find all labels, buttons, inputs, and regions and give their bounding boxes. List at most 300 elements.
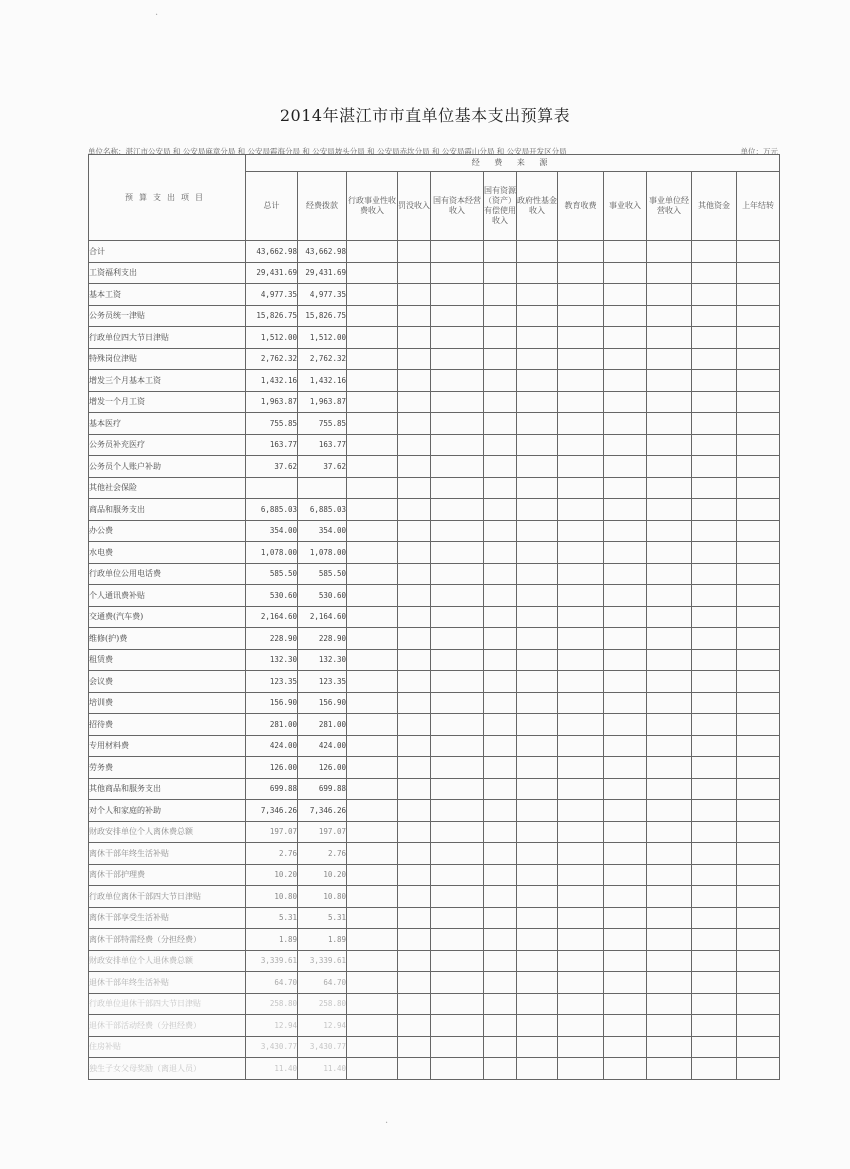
empty-cell bbox=[558, 628, 604, 650]
empty-cell bbox=[484, 241, 517, 263]
empty-cell bbox=[737, 284, 780, 306]
empty-cell bbox=[692, 1058, 737, 1080]
empty-cell bbox=[431, 907, 484, 929]
empty-cell bbox=[647, 800, 692, 822]
empty-cell bbox=[517, 649, 558, 671]
empty-cell bbox=[604, 542, 647, 564]
empty-cell bbox=[398, 671, 431, 693]
scan-speck: · bbox=[155, 10, 159, 21]
empty-cell bbox=[347, 434, 398, 456]
empty-cell bbox=[737, 950, 780, 972]
empty-cell bbox=[398, 606, 431, 628]
empty-cell bbox=[484, 714, 517, 736]
cell-appropriation: 43,662.98 bbox=[298, 241, 347, 263]
empty-cell bbox=[737, 305, 780, 327]
empty-cell bbox=[692, 800, 737, 822]
table-row bbox=[89, 284, 780, 306]
row-label: 离休干部享受生活补贴 bbox=[89, 907, 246, 929]
empty-cell bbox=[398, 305, 431, 327]
empty-cell bbox=[398, 907, 431, 929]
empty-cell bbox=[737, 800, 780, 822]
empty-cell bbox=[692, 499, 737, 521]
row-label: 增发三个月基本工资 bbox=[89, 370, 246, 392]
empty-cell bbox=[558, 499, 604, 521]
cell-total: 258.80 bbox=[246, 993, 298, 1015]
row-label: 行政单位公用电话费 bbox=[89, 563, 246, 585]
empty-cell bbox=[347, 1036, 398, 1058]
empty-cell bbox=[692, 993, 737, 1015]
row-label: 财政安排单位个人离休费总额 bbox=[89, 821, 246, 843]
source-header: 经 费 来 源 bbox=[246, 155, 780, 172]
empty-cell bbox=[692, 692, 737, 714]
row-label: 水电费 bbox=[89, 542, 246, 564]
table-row bbox=[89, 434, 780, 456]
empty-cell bbox=[647, 563, 692, 585]
empty-cell bbox=[398, 1015, 431, 1037]
empty-cell bbox=[558, 929, 604, 951]
table-row bbox=[89, 735, 780, 757]
empty-cell bbox=[647, 886, 692, 908]
empty-cell bbox=[692, 327, 737, 349]
table-row bbox=[89, 241, 780, 263]
empty-cell bbox=[604, 606, 647, 628]
empty-cell bbox=[647, 434, 692, 456]
empty-cell bbox=[347, 821, 398, 843]
cell-appropriation: 29,431.69 bbox=[298, 262, 347, 284]
table-row bbox=[89, 348, 780, 370]
page-title: 2014年湛江市市直单位基本支出预算表 bbox=[279, 106, 571, 125]
empty-cell bbox=[484, 972, 517, 994]
empty-cell bbox=[558, 907, 604, 929]
empty-cell bbox=[431, 993, 484, 1015]
empty-cell bbox=[431, 864, 484, 886]
row-label: 其他商品和服务支出 bbox=[89, 778, 246, 800]
empty-cell bbox=[431, 413, 484, 435]
empty-cell bbox=[484, 907, 517, 929]
empty-cell bbox=[517, 456, 558, 478]
cell-total: 2,762.32 bbox=[246, 348, 298, 370]
empty-cell bbox=[737, 348, 780, 370]
cell-appropriation: 354.00 bbox=[298, 520, 347, 542]
empty-cell bbox=[737, 413, 780, 435]
table-row bbox=[89, 391, 780, 413]
empty-cell bbox=[484, 305, 517, 327]
table-row bbox=[89, 563, 780, 585]
empty-cell bbox=[604, 757, 647, 779]
row-label: 商品和服务支出 bbox=[89, 499, 246, 521]
empty-cell bbox=[604, 907, 647, 929]
empty-cell bbox=[604, 821, 647, 843]
empty-cell bbox=[347, 907, 398, 929]
empty-cell bbox=[647, 843, 692, 865]
cell-total: 424.00 bbox=[246, 735, 298, 757]
empty-cell bbox=[604, 1015, 647, 1037]
empty-cell bbox=[398, 821, 431, 843]
empty-cell bbox=[558, 434, 604, 456]
cell-appropriation: 6,885.03 bbox=[298, 499, 347, 521]
cell-total: 530.60 bbox=[246, 585, 298, 607]
table-row bbox=[89, 262, 780, 284]
empty-cell bbox=[558, 477, 604, 499]
empty-cell bbox=[737, 1058, 780, 1080]
table-row bbox=[89, 950, 780, 972]
cell-total bbox=[246, 477, 298, 499]
empty-cell bbox=[647, 671, 692, 693]
col-header-business-operating: 事业单位经营收入 bbox=[647, 172, 692, 241]
empty-cell bbox=[431, 649, 484, 671]
empty-cell bbox=[398, 1058, 431, 1080]
empty-cell bbox=[347, 929, 398, 951]
empty-cell bbox=[431, 520, 484, 542]
empty-cell bbox=[692, 1015, 737, 1037]
empty-cell bbox=[398, 714, 431, 736]
empty-cell bbox=[347, 499, 398, 521]
col-header-state-capital: 国有资本经营收入 bbox=[431, 172, 484, 241]
col-header-total: 总计 bbox=[246, 172, 298, 241]
empty-cell bbox=[647, 370, 692, 392]
empty-cell bbox=[398, 843, 431, 865]
col-header-item: 预算支出项目 bbox=[89, 155, 246, 241]
cell-appropriation: 11.40 bbox=[298, 1058, 347, 1080]
cell-total: 126.00 bbox=[246, 757, 298, 779]
empty-cell bbox=[647, 714, 692, 736]
empty-cell bbox=[431, 692, 484, 714]
empty-cell bbox=[398, 348, 431, 370]
empty-cell bbox=[484, 778, 517, 800]
cell-total: 163.77 bbox=[246, 434, 298, 456]
empty-cell bbox=[484, 671, 517, 693]
cell-appropriation: 64.70 bbox=[298, 972, 347, 994]
empty-cell bbox=[517, 542, 558, 564]
empty-cell bbox=[398, 993, 431, 1015]
empty-cell bbox=[647, 950, 692, 972]
empty-cell bbox=[647, 348, 692, 370]
empty-cell bbox=[604, 993, 647, 1015]
cell-appropriation: 2,164.60 bbox=[298, 606, 347, 628]
empty-cell bbox=[431, 757, 484, 779]
table-row bbox=[89, 456, 780, 478]
empty-cell bbox=[692, 757, 737, 779]
empty-cell bbox=[692, 241, 737, 263]
empty-cell bbox=[484, 391, 517, 413]
row-label: 离休干部特需经费（分担经费） bbox=[89, 929, 246, 951]
empty-cell bbox=[431, 585, 484, 607]
empty-cell bbox=[517, 950, 558, 972]
empty-cell bbox=[737, 886, 780, 908]
empty-cell bbox=[431, 950, 484, 972]
empty-cell bbox=[692, 456, 737, 478]
cell-total: 3,430.77 bbox=[246, 1036, 298, 1058]
empty-cell bbox=[347, 843, 398, 865]
cell-appropriation bbox=[298, 477, 347, 499]
col-header-carryover: 上年结转 bbox=[737, 172, 780, 241]
row-label: 财政安排单位个人退休费总额 bbox=[89, 950, 246, 972]
empty-cell bbox=[347, 628, 398, 650]
empty-cell bbox=[517, 735, 558, 757]
row-label: 行政单位退休干部四大节日津贴 bbox=[89, 993, 246, 1015]
empty-cell bbox=[347, 370, 398, 392]
empty-cell bbox=[647, 520, 692, 542]
empty-cell bbox=[558, 800, 604, 822]
empty-cell bbox=[558, 993, 604, 1015]
cell-appropriation: 163.77 bbox=[298, 434, 347, 456]
empty-cell bbox=[431, 499, 484, 521]
empty-cell bbox=[558, 520, 604, 542]
empty-cell bbox=[692, 520, 737, 542]
empty-cell bbox=[604, 305, 647, 327]
empty-cell bbox=[431, 327, 484, 349]
empty-cell bbox=[558, 843, 604, 865]
empty-cell bbox=[692, 929, 737, 951]
cell-appropriation: 530.60 bbox=[298, 585, 347, 607]
empty-cell bbox=[558, 348, 604, 370]
empty-cell bbox=[692, 413, 737, 435]
empty-cell bbox=[347, 864, 398, 886]
empty-cell bbox=[517, 348, 558, 370]
empty-cell bbox=[347, 778, 398, 800]
empty-cell bbox=[398, 499, 431, 521]
cell-appropriation: 1,078.00 bbox=[298, 542, 347, 564]
row-label: 招待费 bbox=[89, 714, 246, 736]
empty-cell bbox=[347, 542, 398, 564]
empty-cell bbox=[398, 972, 431, 994]
empty-cell bbox=[517, 262, 558, 284]
empty-cell bbox=[604, 1058, 647, 1080]
empty-cell bbox=[737, 628, 780, 650]
cell-appropriation: 2,762.32 bbox=[298, 348, 347, 370]
cell-total: 1,512.00 bbox=[246, 327, 298, 349]
cell-appropriation: 281.00 bbox=[298, 714, 347, 736]
cell-total: 228.90 bbox=[246, 628, 298, 650]
row-label: 公务员个人账户补助 bbox=[89, 456, 246, 478]
empty-cell bbox=[398, 413, 431, 435]
empty-cell bbox=[737, 843, 780, 865]
row-label: 会议费 bbox=[89, 671, 246, 693]
empty-cell bbox=[398, 950, 431, 972]
empty-cell bbox=[558, 413, 604, 435]
empty-cell bbox=[558, 714, 604, 736]
empty-cell bbox=[484, 413, 517, 435]
cell-appropriation: 1,432.16 bbox=[298, 370, 347, 392]
empty-cell bbox=[558, 778, 604, 800]
empty-cell bbox=[398, 864, 431, 886]
cell-total: 585.50 bbox=[246, 563, 298, 585]
empty-cell bbox=[347, 585, 398, 607]
empty-cell bbox=[517, 886, 558, 908]
empty-cell bbox=[431, 370, 484, 392]
empty-cell bbox=[431, 735, 484, 757]
row-label: 交通费(汽车费) bbox=[89, 606, 246, 628]
table-row bbox=[89, 800, 780, 822]
empty-cell bbox=[484, 585, 517, 607]
empty-cell bbox=[431, 391, 484, 413]
empty-cell bbox=[517, 284, 558, 306]
cell-appropriation: 1,512.00 bbox=[298, 327, 347, 349]
empty-cell bbox=[647, 585, 692, 607]
empty-cell bbox=[431, 821, 484, 843]
empty-cell bbox=[398, 563, 431, 585]
empty-cell bbox=[517, 477, 558, 499]
empty-cell bbox=[398, 434, 431, 456]
empty-cell bbox=[692, 671, 737, 693]
empty-cell bbox=[347, 284, 398, 306]
empty-cell bbox=[558, 735, 604, 757]
table-row bbox=[89, 993, 780, 1015]
empty-cell bbox=[431, 929, 484, 951]
cell-appropriation: 699.88 bbox=[298, 778, 347, 800]
empty-cell bbox=[737, 757, 780, 779]
empty-cell bbox=[517, 757, 558, 779]
empty-cell bbox=[431, 1036, 484, 1058]
cell-appropriation: 15,826.75 bbox=[298, 305, 347, 327]
unit-measure: 单位：万元 bbox=[740, 147, 778, 156]
cell-appropriation: 12.94 bbox=[298, 1015, 347, 1037]
empty-cell bbox=[604, 499, 647, 521]
table-row bbox=[89, 606, 780, 628]
empty-cell bbox=[737, 520, 780, 542]
empty-cell bbox=[692, 886, 737, 908]
table-row bbox=[89, 649, 780, 671]
empty-cell bbox=[484, 542, 517, 564]
row-label: 特殊岗位津贴 bbox=[89, 348, 246, 370]
empty-cell bbox=[347, 671, 398, 693]
cell-appropriation: 10.80 bbox=[298, 886, 347, 908]
empty-cell bbox=[517, 1058, 558, 1080]
empty-cell bbox=[484, 520, 517, 542]
empty-cell bbox=[347, 886, 398, 908]
empty-cell bbox=[692, 305, 737, 327]
empty-cell bbox=[558, 284, 604, 306]
empty-cell bbox=[737, 735, 780, 757]
empty-cell bbox=[484, 628, 517, 650]
row-label: 个人通讯费补贴 bbox=[89, 585, 246, 607]
empty-cell bbox=[398, 929, 431, 951]
empty-cell bbox=[347, 391, 398, 413]
empty-cell bbox=[347, 606, 398, 628]
empty-cell bbox=[604, 649, 647, 671]
table-row bbox=[89, 1058, 780, 1080]
empty-cell bbox=[692, 907, 737, 929]
cell-total: 29,431.69 bbox=[246, 262, 298, 284]
empty-cell bbox=[647, 606, 692, 628]
empty-cell bbox=[558, 1015, 604, 1037]
cell-total: 699.88 bbox=[246, 778, 298, 800]
cell-appropriation: 1.89 bbox=[298, 929, 347, 951]
empty-cell bbox=[398, 886, 431, 908]
empty-cell bbox=[484, 1036, 517, 1058]
empty-cell bbox=[484, 864, 517, 886]
budget-table-body bbox=[89, 241, 780, 1080]
empty-cell bbox=[692, 1036, 737, 1058]
col-header-edu-fee: 教育收费 bbox=[558, 172, 604, 241]
empty-cell bbox=[647, 907, 692, 929]
empty-cell bbox=[604, 585, 647, 607]
empty-cell bbox=[347, 477, 398, 499]
row-label: 基本医疗 bbox=[89, 413, 246, 435]
empty-cell bbox=[558, 262, 604, 284]
table-row bbox=[89, 1036, 780, 1058]
empty-cell bbox=[604, 477, 647, 499]
empty-cell bbox=[692, 649, 737, 671]
empty-cell bbox=[692, 628, 737, 650]
empty-cell bbox=[517, 585, 558, 607]
row-label: 住房补贴 bbox=[89, 1036, 246, 1058]
empty-cell bbox=[517, 563, 558, 585]
empty-cell bbox=[604, 413, 647, 435]
row-label: 其他社会保险 bbox=[89, 477, 246, 499]
empty-cell bbox=[737, 563, 780, 585]
cell-total: 43,662.98 bbox=[246, 241, 298, 263]
cell-total: 10.20 bbox=[246, 864, 298, 886]
empty-cell bbox=[558, 692, 604, 714]
empty-cell bbox=[604, 327, 647, 349]
empty-cell bbox=[398, 585, 431, 607]
empty-cell bbox=[604, 628, 647, 650]
empty-cell bbox=[517, 929, 558, 951]
cell-appropriation: 1,963.87 bbox=[298, 391, 347, 413]
empty-cell bbox=[484, 456, 517, 478]
cell-total: 64.70 bbox=[246, 972, 298, 994]
table-row bbox=[89, 370, 780, 392]
empty-cell bbox=[347, 714, 398, 736]
empty-cell bbox=[484, 1058, 517, 1080]
empty-cell bbox=[431, 477, 484, 499]
empty-cell bbox=[484, 649, 517, 671]
empty-cell bbox=[737, 327, 780, 349]
empty-cell bbox=[737, 993, 780, 1015]
table-row bbox=[89, 929, 780, 951]
cell-total: 10.80 bbox=[246, 886, 298, 908]
empty-cell bbox=[647, 327, 692, 349]
cell-appropriation: 37.62 bbox=[298, 456, 347, 478]
table-row bbox=[89, 413, 780, 435]
empty-cell bbox=[692, 391, 737, 413]
empty-cell bbox=[347, 735, 398, 757]
empty-cell bbox=[604, 692, 647, 714]
cell-appropriation: 4,977.35 bbox=[298, 284, 347, 306]
empty-cell bbox=[484, 606, 517, 628]
cell-total: 1.89 bbox=[246, 929, 298, 951]
empty-cell bbox=[431, 1015, 484, 1037]
row-label: 独生子女父母奖励（离退人员） bbox=[89, 1058, 246, 1080]
empty-cell bbox=[737, 499, 780, 521]
empty-cell bbox=[431, 843, 484, 865]
empty-cell bbox=[647, 972, 692, 994]
empty-cell bbox=[484, 993, 517, 1015]
cell-total: 755.85 bbox=[246, 413, 298, 435]
empty-cell bbox=[692, 563, 737, 585]
cell-appropriation: 123.35 bbox=[298, 671, 347, 693]
empty-cell bbox=[431, 284, 484, 306]
empty-cell bbox=[692, 972, 737, 994]
empty-cell bbox=[558, 864, 604, 886]
empty-cell bbox=[647, 477, 692, 499]
cell-appropriation: 424.00 bbox=[298, 735, 347, 757]
empty-cell bbox=[347, 692, 398, 714]
empty-cell bbox=[692, 542, 737, 564]
empty-cell bbox=[347, 757, 398, 779]
empty-cell bbox=[647, 1058, 692, 1080]
cell-total: 132.30 bbox=[246, 649, 298, 671]
empty-cell bbox=[517, 1015, 558, 1037]
empty-cell bbox=[647, 993, 692, 1015]
empty-cell bbox=[398, 628, 431, 650]
empty-cell bbox=[347, 972, 398, 994]
empty-cell bbox=[604, 950, 647, 972]
row-label: 离休干部年终生活补贴 bbox=[89, 843, 246, 865]
empty-cell bbox=[484, 477, 517, 499]
col-header-fines: 罚没收入 bbox=[398, 172, 431, 241]
